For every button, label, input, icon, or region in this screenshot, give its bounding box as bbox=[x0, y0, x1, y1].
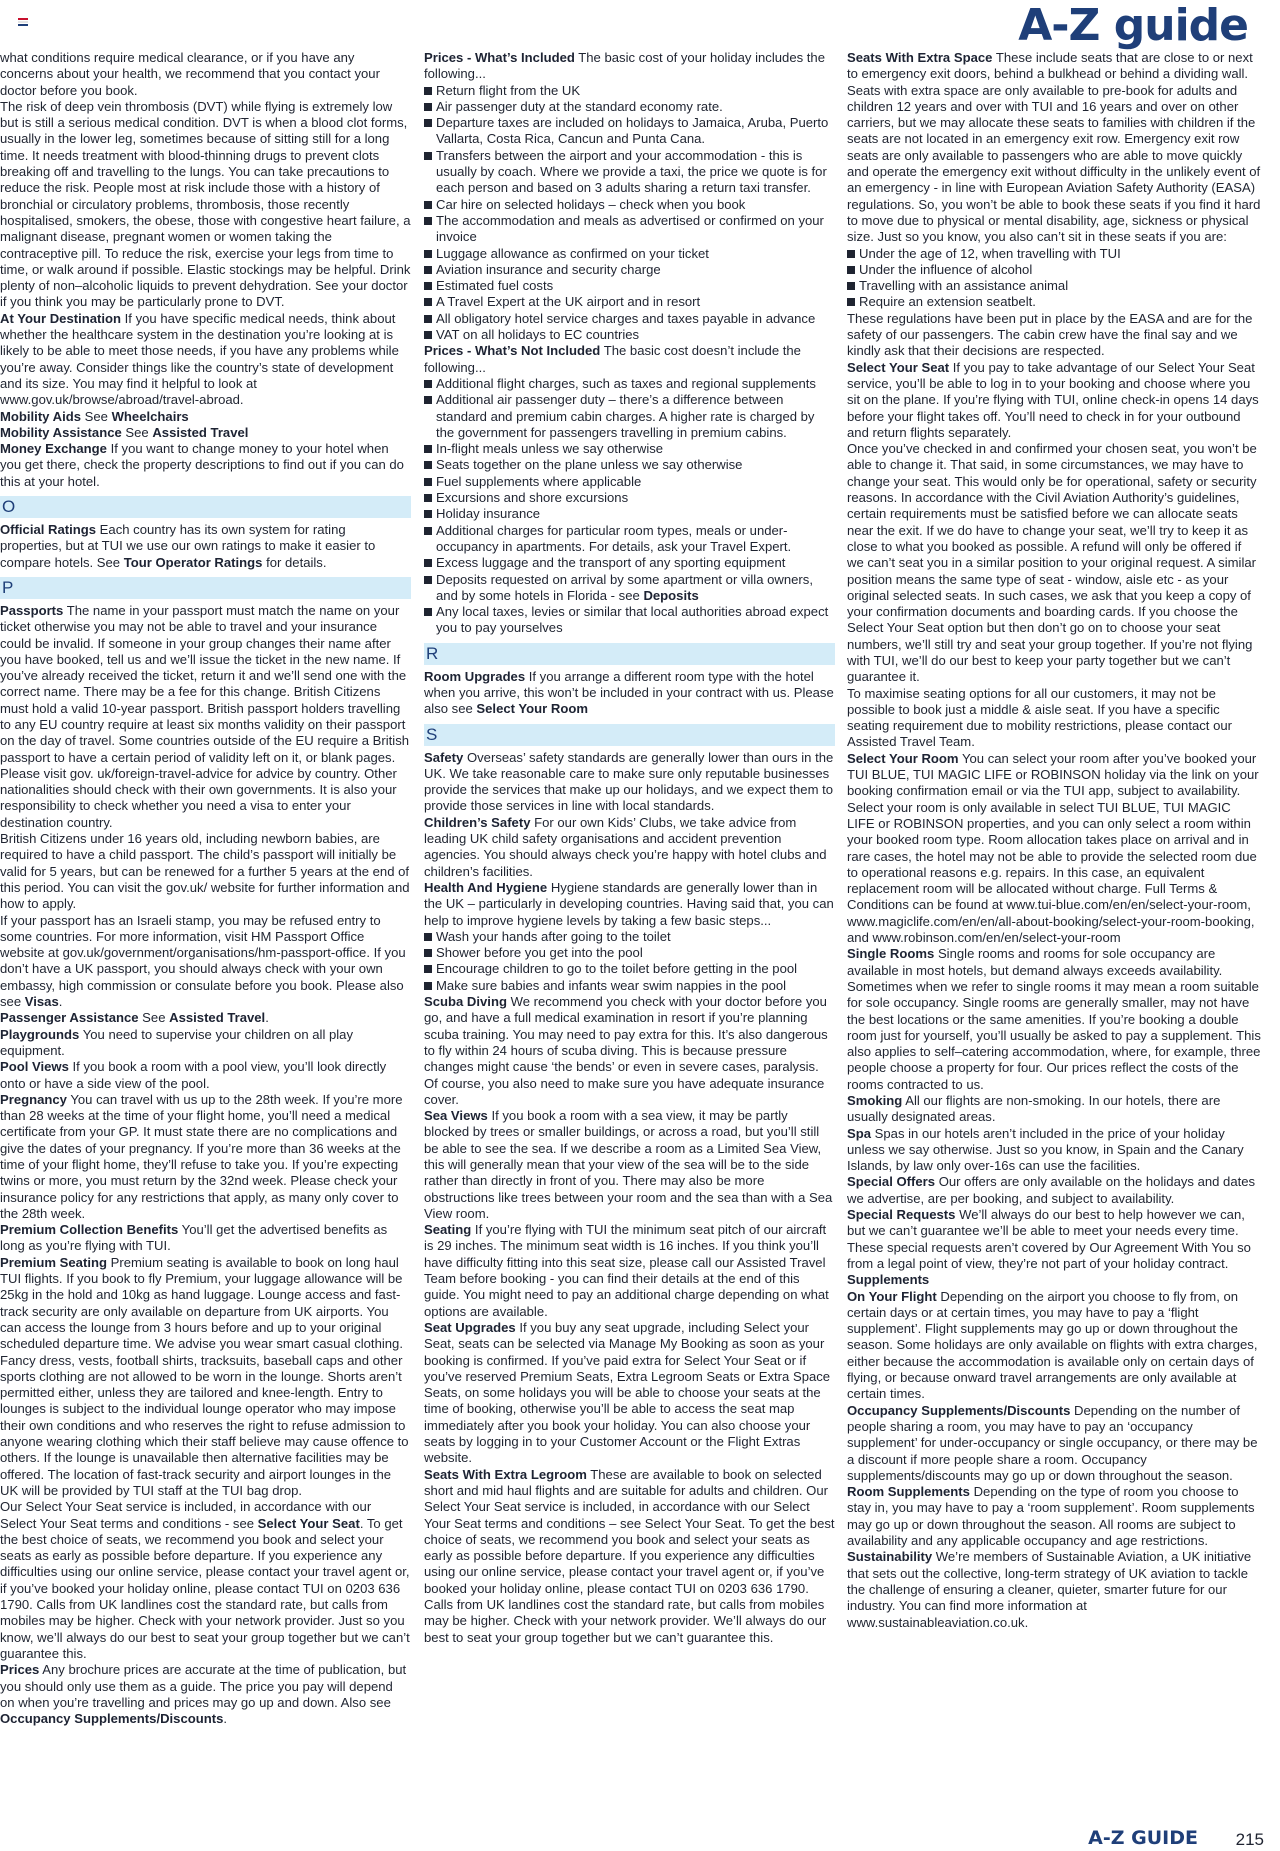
entry-heading: Mobility Assistance bbox=[0, 424, 122, 440]
entry-official-ratings bbox=[0, 522, 411, 571]
entry-heading: Seats With Extra Space bbox=[847, 50, 993, 65]
cross-reference: Select Your Room bbox=[476, 701, 588, 717]
entry-heading: Single Rooms bbox=[847, 946, 935, 962]
entry-text: Our Select Your Seat service is included, in accordance with our Select Your Seat terms and conditions - see bbox=[0, 1499, 372, 1531]
entry-prices bbox=[0, 1662, 411, 1727]
list-item: Estimated fuel costs bbox=[424, 278, 835, 294]
entry-pool-views bbox=[0, 1059, 411, 1092]
entry-heading: At Your Destination bbox=[0, 310, 122, 326]
paragraph: what conditions require medical clearance, or if you have any concerns about your health, we recommend that you contact your doctor before you book. bbox=[0, 50, 380, 98]
entry-text: The name in your passport must match the name on your ticket otherwise you may not be able to travel and your insurance could be invalid. If someone in your group changes their name after you have booked, tell us and we’ll issue the ticket in the new name. If you’ve already received the ticket, return it and we’ll send one with the correct name. There may be a fee for this change. British Citizens must hold a valid 10-year passport. British passport holders travelling to any EU country require at least six months validity on their passport on the day of travel. Some countries outside of the EU require a British passport to have a certain period of validity left on it, or blank pages. Please visit gov. uk/foreign-travel-advice for advice by country. Other nationalities should check with their own governments. It is also your responsibility to check whether you need a visa to enter your destination country. bbox=[0, 602, 410, 830]
section-letter-r: R bbox=[424, 643, 835, 665]
entry-spa bbox=[847, 1126, 1261, 1175]
entry-seats-with-extra-legroom bbox=[424, 1467, 835, 1646]
entry-room-upgrades bbox=[424, 669, 835, 718]
entry-heading: Spa bbox=[847, 1125, 872, 1141]
entry-smoking bbox=[847, 1093, 1261, 1126]
list-item: The accommodation and meals as advertised or confirmed on your invoice bbox=[424, 213, 835, 246]
entry-text: . bbox=[223, 1711, 228, 1727]
entry-heading: Sustainability bbox=[847, 1549, 933, 1565]
entry-heading: Children’s Safety bbox=[424, 814, 531, 830]
restrictions-list bbox=[847, 246, 1261, 311]
entry-heading: Pregnancy bbox=[0, 1091, 67, 1107]
flag-stripe-red bbox=[18, 18, 28, 20]
entry-heading: Seat Upgrades bbox=[424, 1319, 516, 1335]
list-item: Make sure babies and infants wear swim nappies in the pool bbox=[424, 978, 835, 994]
entry-occupancy-supplements bbox=[847, 1403, 1261, 1484]
list-item: Under the age of 12, when travelling with TUI bbox=[847, 246, 1261, 262]
entry-text: If you book a room with a pool view, you’ll look directly onto or have a side view of the pool. bbox=[0, 1059, 387, 1091]
paragraph: British Citizens under 16 years old, including newborn babies, are required to have a child passport. The child’s passport will initially be valid for 5 years, but can be renewed for a further 5 years at the end of this period. You can visit the gov.uk/ website for further information and how to apply. bbox=[0, 831, 410, 912]
entry-scuba-diving bbox=[424, 994, 835, 1108]
entry-text: If your passport has an Israeli stamp, you may be refused entry to some countries. For more information, visit HM Passport Office website at gov.uk/government/organisations/hm-passport-office. If you don’t have a UK passport, you should always check with your own embassy, high commission or consulate before you book. Please also see bbox=[0, 912, 406, 1010]
entry-heading: Select Your Seat bbox=[847, 359, 950, 375]
entry-seats-with-extra-space bbox=[847, 50, 1261, 246]
paragraph: The risk of deep vein thrombosis (DVT) while flying is extremely low but is still a serious medical condition. DVT is when a blood clot forms, usually in the lower leg, sometimes because of sitting still for a long time. It needs treatment with blood-thinning drugs to prevent clots breaking off and travelling to the lungs. You can take precautions to reduce the risk. People most at risk include those with a history of bronchial or circulatory problems, thrombosis, those recently hospitalised, smokers, the obese, those with congestive heart failure, a malignant disease, pregnant women or women taking the contraceptive pill. To reduce the risk, exercise your legs from time to time, or walk around if possible. Elastic stockings may be helpful. Drink plenty of non–alcoholic liquids to prevent dehydration. See your doctor if you think you may be particularly prone to DVT. bbox=[0, 98, 411, 310]
entry-select-your-seat bbox=[847, 360, 1261, 441]
entry-money-exchange bbox=[0, 441, 411, 490]
list-item: Aviation insurance and security charge bbox=[424, 262, 835, 278]
list-item: Departure taxes are included on holidays to Jamaica, Aruba, Puerto Vallarta, Costa Rica, Cancun and Punta Cana. bbox=[424, 115, 835, 148]
entry-select-your-room bbox=[847, 751, 1261, 947]
list-item: Require an extension seatbelt. bbox=[847, 294, 1261, 310]
cross-reference: Assisted Travel bbox=[169, 1010, 266, 1026]
list-item: Encourage children to go to the toilet before getting in the pool bbox=[424, 961, 835, 977]
entry-heading: Mobility Aids bbox=[0, 408, 81, 424]
entry-text: We’re members of Sustainable Aviation, a UK initiative that sets out the collective, long-term strategy of UK aviation to tackle the challenge of ensuring a cleaner, quieter, smarter future for our industry. You can find more information at www.sustainableaviation.co.uk. bbox=[847, 1549, 1252, 1630]
entry-heading: Supplements bbox=[847, 1272, 930, 1288]
entry-heading: Scuba Diving bbox=[424, 994, 507, 1010]
entry-text: . bbox=[265, 1010, 269, 1026]
entry-heading: Seats With Extra Legroom bbox=[424, 1466, 587, 1482]
column-3 bbox=[847, 50, 1261, 1631]
entry-heading: Special Requests bbox=[847, 1207, 956, 1223]
entry-text: These include seats that are close to or next to emergency exit doors, behind a bulkhead or behind a dividing wall. Seats with extra space are only available to pre-book for adults and children 12 years and over with TUI and 16 years and over on other carriers, but we may allocate these seats to families with children if the seats are not located in an emergency exit row. Emergency exit row seats are only available to passengers who are able to move quickly and operate the emergency exit without difficulty in the unlikely event of an emergency - in line with European Aviation Safety Authority (EASA) regulations. So, you won’t be able to book these seats if you find it hard to move due to physical or mental disability, age, sickness or physical size. Just so you know, you also can’t sit in these seats if you are: bbox=[847, 50, 1261, 245]
paragraph: These regulations have been put in place by the EASA and are for the safety of our passengers. The cabin crew have the final say and we kindly ask that their decisions are respected. bbox=[847, 310, 1253, 359]
cross-reference: Visas bbox=[24, 994, 59, 1010]
entry-sustainability bbox=[847, 1549, 1261, 1630]
entry-text: If you’re flying with TUI the minimum seat pitch of our aircraft is 29 inches. The minimum seat width is 16 inches. If you think you’ll have difficulty fitting into this seat size, please call our Assisted Travel Team before booking - you can find their details at the end of this guide. You might need to pay an additional charge depending on what options are available. bbox=[424, 1222, 829, 1319]
entry-text: All our flights are non-smoking. In our hotels, there are usually designated areas. bbox=[847, 1093, 1221, 1125]
entry-at-your-destination bbox=[0, 311, 411, 409]
entry-heading: Passports bbox=[0, 602, 64, 618]
entry-text: The basic cost doesn’t include the following... bbox=[424, 343, 801, 375]
flag-stripe-white bbox=[18, 21, 28, 23]
entry-single-rooms bbox=[847, 946, 1261, 1093]
entry-passports bbox=[0, 603, 411, 831]
list-item: Transfers between the airport and your accommodation - this is usually by coach. Where we provide a taxi, the price we quote is for each person and based on 3 adults sharing a return taxi transfer. bbox=[424, 148, 835, 197]
entry-text: See bbox=[138, 1010, 170, 1026]
entry-text: You can select your room after you’ve booked your TUI BLUE, TUI MAGIC LIFE or ROBINSON holiday via the link on your booking confirmation email or via the TUI app, subject to availability. Select your room is only available in select TUI BLUE, TUI MAGIC LIFE or ROBINSON properties, and you can only select a room within your booked room type. Room allocation takes place on arrival and in rare cases, the hotel may not be able to provide the selected room due to operational reasons e.g. repairs. In this case, an equivalent replacement room will be allocated without charge. Full Terms & Conditions can be found at www.tui-blue.com/en/en/select-your-room, www.magiclife.com/en/en/all-about-booking/select-your-room-booking, and www.robinson.com/en/en/select-your-room bbox=[847, 750, 1259, 946]
entry-heading: Seating bbox=[424, 1222, 472, 1238]
entry-text: If you have specific medical needs, think about whether the healthcare system in the destination you’re looking at is likely to be able to meet those needs, if you have any problems while you’re away. Consider things like the country’s state of development and its size. You may find it helpful to look at www.gov.uk/browse/abroad/travel-abroad. bbox=[0, 310, 399, 408]
list-item: Shower before you get into the pool bbox=[424, 945, 835, 961]
entry-heading: Passenger Assistance bbox=[0, 1010, 139, 1026]
entry-text: Our offers are only available on the holidays and dates we advertise, are per booking, and subject to availability. bbox=[847, 1174, 1256, 1206]
list-item: Air passenger duty at the standard economy rate. bbox=[424, 99, 835, 115]
entry-text: Each country has its own system for rating properties, but at TUI we use our own ratings to make it easier to compare hotels. See bbox=[0, 522, 376, 570]
entry-heading: Occupancy Supplements/Discounts bbox=[847, 1402, 1071, 1418]
list-item: Luggage allowance as confirmed on your ticket bbox=[424, 246, 835, 262]
entry-text: Depending on the number of people sharing a room, you may have to pay an ‘occupancy supplement’ for under-occupancy or single occupancy, or there may be a discount if more people share a room. Occupancy supplements/discounts may go up or down throughout the season. bbox=[847, 1402, 1258, 1483]
entry-text: If you buy any seat upgrade, including Select your Seat, seats can be selected via Manage My Booking as soon as your booking is confirmed. If you’ve paid extra for Select Your Seat or if you’ve reserved Premium Seats, Extra Legroom Seats or Extra Space Seats, on some holidays you will be able to choose your seats at the time of booking, otherwise you’ll be able to access the seat map immediately after you book your holiday. You can also choose your seats by logging in to your Customer Account or the Flight Extras website. bbox=[424, 1319, 831, 1466]
entry-heading: Premium Collection Benefits bbox=[0, 1222, 179, 1238]
list-item: Car hire on selected holidays – check when you book bbox=[424, 197, 835, 213]
list-item: VAT on all holidays to EC countries bbox=[424, 327, 835, 343]
entry-text: Overseas’ safety standards are generally lower than ours in the UK. We take reasonable care to make sure only reputable businesses provide the services that make up our holidays, and we expect them to provide those services in line with local standards. bbox=[424, 749, 834, 814]
entry-prices-whats-included bbox=[424, 50, 835, 83]
column-2 bbox=[424, 50, 835, 1646]
entry-text: The basic cost of your holiday includes the following... bbox=[424, 50, 825, 82]
entry-heading: Pool Views bbox=[0, 1059, 69, 1075]
list-item: All obligatory hotel service charges and taxes payable in advance bbox=[424, 311, 835, 327]
cross-reference: Assisted Travel bbox=[152, 424, 249, 440]
entry-heading: On Your Flight bbox=[847, 1288, 937, 1304]
entry-heading: Room Upgrades bbox=[424, 668, 526, 684]
entry-text: For our own Kids’ Clubs, we take advice from leading UK child safety organisations and accident prevention agencies. You should always check you’re happy with hotel clubs and children’s facilities. bbox=[424, 814, 827, 879]
entry-mobility-assistance bbox=[0, 425, 411, 441]
entry-heading: Select Your Room bbox=[847, 750, 959, 766]
section-letter-s: S bbox=[424, 724, 835, 746]
paragraph bbox=[0, 913, 411, 1011]
cross-reference: Tour Operator Ratings bbox=[123, 554, 263, 570]
entry-text: . bbox=[58, 994, 63, 1010]
entry-text: Any brochure prices are accurate at the time of publication, but you should only use them as a guide. The price you pay will depend on when you’re travelling and prices may go up and down. Also see bbox=[0, 1662, 407, 1710]
entry-heading: Room Supplements bbox=[847, 1484, 970, 1500]
list-item: Additional flight charges, such as taxes and regional supplements bbox=[424, 376, 835, 392]
entry-playgrounds bbox=[0, 1027, 411, 1060]
entry-text: If you arrange a different room type with the hotel when you arrive, this won’t be included in your contract with us. Please also see bbox=[424, 668, 834, 717]
list-item bbox=[424, 572, 835, 605]
entry-special-requests bbox=[847, 1207, 1261, 1272]
entry-text: . To get the best choice of seats, we recommend you book and select your seats as early as possible before departure. If you experience any difficulties using our online service, please contact your travel agent or, if you’ve booked your holiday online, please contact TUI on 0203 636 1790. Calls from UK landlines cost the standard rate, but calls from mobiles may be higher. Check with your network provider. Just so you know, we’ll always do our best to seat your group together but we can’t guarantee this. bbox=[0, 1515, 410, 1661]
entry-text: See bbox=[121, 424, 153, 440]
cross-reference: Wheelchairs bbox=[111, 408, 189, 424]
uk-flag-icon bbox=[18, 18, 28, 25]
cross-reference: Deposits bbox=[643, 587, 699, 603]
entry-heading: Sea Views bbox=[424, 1108, 488, 1124]
entry-room-supplements bbox=[847, 1484, 1261, 1549]
entry-supplements bbox=[847, 1272, 1261, 1288]
entry-text: You’ll get the advertised benefits as long as you’re flying with TUI. bbox=[0, 1222, 388, 1254]
list-item: Wash your hands after going to the toilet bbox=[424, 929, 835, 945]
hygiene-list bbox=[424, 929, 835, 994]
entry-prices-whats-not-included bbox=[424, 343, 835, 376]
entry-seat-upgrades bbox=[424, 1320, 835, 1467]
entry-sea-views bbox=[424, 1108, 835, 1222]
included-list bbox=[424, 83, 835, 344]
list-item: Excursions and shore excursions bbox=[424, 490, 835, 506]
entry-text: If you want to change money to your hotel when you get there, check the property descriptions to find out if you can do this at your hotel. bbox=[0, 441, 404, 489]
section-letter-p: P bbox=[0, 577, 411, 599]
list-item: In-flight meals unless we say otherwise bbox=[424, 441, 835, 457]
entry-text: for details. bbox=[262, 554, 327, 570]
list-item: Under the influence of alcohol bbox=[847, 262, 1261, 278]
list-item: Fuel supplements where applicable bbox=[424, 474, 835, 490]
list-item: Any local taxes, levies or similar that local authorities abroad expect you to pay yourselves bbox=[424, 604, 835, 637]
list-item: Excess luggage and the transport of any sporting equipment bbox=[424, 555, 835, 571]
list-item: A Travel Expert at the UK airport and in resort bbox=[424, 294, 835, 310]
list-item: Seats together on the plane unless we say otherwise bbox=[424, 457, 835, 473]
entry-passenger-assistance bbox=[0, 1010, 411, 1026]
paragraph bbox=[0, 1499, 411, 1662]
paragraph: To maximise seating options for all our customers, it may not be possible to book just a middle & aisle seat. If you have a specific seating requirement due to mobility restrictions, please contact our Assisted Travel Team. bbox=[847, 685, 1233, 750]
cross-reference: Select Your Seat bbox=[257, 1515, 360, 1531]
entry-on-your-flight bbox=[847, 1289, 1261, 1403]
entry-heading: Smoking bbox=[847, 1093, 903, 1108]
column-1 bbox=[0, 50, 411, 1727]
entry-text: Hygiene standards are generally lower than in the UK – particularly in developing countries. Having said that, you can help to improve hygiene levels by taking a few basic steps... bbox=[424, 879, 834, 928]
not-included-list bbox=[424, 376, 835, 637]
entry-text: Depending on the airport you choose to fly from, on certain days or at certain times, you may have to pay a ‘flight supplement’. Flight supplements may go up or down throughout the season. Some holidays are only available on flights with extra charges, either because the accommodation is available only on certain days of flying, or because onward travel arrangements are only available at certain times. bbox=[847, 1288, 1258, 1402]
entry-heading: Official Ratings bbox=[0, 522, 97, 538]
paragraph: Once you’ve checked in and confirmed your chosen seat, you won’t be able to change it. That said, in some circumstances, we may have to change your seat. This would only be for operational, safety or security reasons. In accordance with the Civil Aviation Authority’s guidelines, certain requirements must be satisfied before we can allocate seats near the exit. If we do have to change your seat, we’ll try to keep it as close to what you booked as possible. A refund will only be offered if we can’t seat you in a similar position to your original request. A similar position means the same type of seat - window, aisle etc - as your original selected seats. In such cases, we ask that you keep a copy of your confirmation documents and boarding cards. If you choose the Select Your Seat option but then don’t go on to choose your seat numbers, we’ll still try and seat your group together. If you’re not flying with TUI, we’ll do our best to keep your party together but we can’t guarantee it. bbox=[847, 441, 1257, 685]
entry-text: We’ll always do our best to help however we can, but we can’t guarantee we’ll be able to meet your needs every time. These special requests aren’t covered by Our Agreement With You so from a legal point of view, they’re not part of your holiday contract. bbox=[847, 1207, 1251, 1271]
entry-heading: Money Exchange bbox=[0, 441, 107, 457]
flag-stripe-blue bbox=[18, 24, 28, 26]
entry-special-offers bbox=[847, 1174, 1261, 1207]
entry-text: Premium seating is available to book on long haul TUI flights. If you book to fly Premium, your luggage allowance will be 25kg in the hold and 10kg as hand luggage. Lounge access and fast-track security are only available on departure from UK airports. You can access the lounge from 3 hours before and up to your original scheduled departure time. We advise you wear smart casual clothing. Fancy dress, vests, football shirts, tracksuits, baseball caps and other sports clothing are not allowed to be worn in the lounge. Shorts aren’t permitted either, unless they are tailored and knee-length. Entry to lounges is subject to the individual lounge operator who may impose their own conditions and who reserves the right to refuse admission to anyone wearing clothing which their staff believe may cause offence to others. If the lounge is unavailable then alternative facilities may be offered. The location of fast-track security and airport lounges in the UK will be provided by TUI staff at the TUI bag drop. bbox=[0, 1254, 409, 1498]
list-item: Return flight from the UK bbox=[424, 83, 835, 99]
list-item: Holiday insurance bbox=[424, 506, 835, 522]
page-number: 215 bbox=[1235, 1830, 1264, 1849]
entry-text: You need to supervise your children on all play equipment. bbox=[0, 1026, 354, 1058]
entry-health-and-hygiene bbox=[424, 880, 835, 929]
list-item: Travelling with an assistance animal bbox=[847, 278, 1261, 294]
entry-premium-collection-benefits bbox=[0, 1222, 411, 1255]
entry-text: These are available to book on selected short and mid haul flights and are suitable for adults and children. Our Select Your Seat service is included, in accordance with our Select Your Seat terms and conditions – see Select Your Seat. To get the best choice of seats, we recommend you book and select your seats as early as possible before departure. If you experience any difficulties using our online service, please contact your travel agent or, if you’ve booked your holiday online, please contact TUI on 0203 636 1790. Calls from UK landlines cost the standard rate, but calls from mobiles may be higher. Check with your network provider. We’ll always do our best to seat your group together but we can’t guarantee this. bbox=[424, 1466, 835, 1645]
entry-text: Spas in our hotels aren’t included in the price of your holiday unless we say otherwise. Just so you know, in Spain and the Canary Islands, by law only over-16s can use the facilities. bbox=[847, 1125, 1244, 1174]
entry-text: Depending on the type of room you choose to stay in, you may have to pay a ‘room supplement’. Room supplements may go up or down throughout the season. All rooms are subject to availability and any applicable occupancy and age restrictions. bbox=[847, 1484, 1255, 1549]
list-item: Additional air passenger duty – there’s a difference between standard and premium cabin charges. A higher rate is charged by the government for passengers travelling in premium cabins. bbox=[424, 392, 835, 441]
entry-heading: Playgrounds bbox=[0, 1026, 80, 1042]
entry-text: If you book a room with a sea view, it may be partly blocked by trees or smaller buildings, or across a road, but you’ll still be able to see the sea. If we describe a room as a Limited Sea View, this will generally mean that your view of the sea will be to the side rather than directly in front of you. There may also be more obstructions like trees between your room and the sea than with a Sea View room. bbox=[424, 1108, 833, 1221]
entry-heading: Prices - What’s Not Included bbox=[424, 343, 601, 359]
entry-seating bbox=[424, 1222, 835, 1320]
entry-heading: Premium Seating bbox=[0, 1254, 107, 1270]
entry-safety bbox=[424, 750, 835, 815]
entry-premium-seating bbox=[0, 1255, 411, 1499]
list-item: Additional charges for particular room types, meals or under-occupancy in apartments. For details, ask your Travel Expert. bbox=[424, 523, 835, 556]
section-letter-o: O bbox=[0, 496, 411, 518]
cross-reference: Occupancy Supplements/Discounts bbox=[0, 1711, 224, 1727]
page-title: A-Z guide bbox=[1018, 0, 1248, 51]
entry-heading: Health And Hygiene bbox=[424, 879, 548, 895]
entry-text: We recommend you check with your doctor before you go, and have a full medical examination in resort if you’re planning scuba training. You may need to pay extra for this. It’s also dangerous to fly within 24 hours of scuba diving. This is because pressure changes might cause ‘the bends’ or even in severe cases, paralysis. Of course, you also need to make sure you have adequate insurance cover. bbox=[424, 994, 828, 1107]
entry-pregnancy bbox=[0, 1092, 411, 1222]
entry-text: Single rooms and rooms for sole occupancy are available in most hotels, but demand always exceeds availability. Sometimes when we refer to single rooms it may mean a room suitable for sole occupancy. Single rooms are generally smaller, may not have the best locations or the same amenities. If you’re booking a double room just for yourself, you’ll usually be asked to pay a supplement. This also applies to self–catering accommodation, where, for example, three people choose a property for four. Our prices reflect the costs of the rooms contracted to us. bbox=[847, 946, 1261, 1092]
entry-childrens-safety bbox=[424, 815, 835, 880]
entry-mobility-aids bbox=[0, 409, 411, 425]
entry-text: If you pay to take advantage of our Select Your Seat service, you’ll be able to log in to your booking and choose where you sit on the plane. If you’re flying with TUI, online check-in opens 14 days before your flight takes off. You’ll need to check in for your outbound and return flights separately. bbox=[847, 359, 1259, 440]
entry-text: Deposits requested on arrival by some apartment or villa owners, and by some hotels in Florida - see bbox=[436, 571, 813, 603]
entry-heading: Special Offers bbox=[847, 1174, 936, 1190]
entry-heading: Safety bbox=[424, 749, 464, 765]
entry-text: See bbox=[81, 408, 112, 424]
footer-section-label: A-Z GUIDE bbox=[1088, 1827, 1198, 1849]
entry-text: You can travel with us up to the 28th week. If you’re more than 28 weeks at the time of your flight home, you’ll need a medical certificate from your GP. It must state there are no complications and give the dates of your pregnancy. If you’re more than 36 weeks at the time of your flight home, they’ll refuse to take you. If you’re expecting twins or more, you must return by the 32nd week. Please check your insurance policy for any restrictions that apply, as many only cover to the 28th week. bbox=[0, 1091, 403, 1221]
entry-heading: Prices bbox=[0, 1662, 40, 1678]
entry-heading: Prices - What’s Included bbox=[424, 50, 575, 65]
